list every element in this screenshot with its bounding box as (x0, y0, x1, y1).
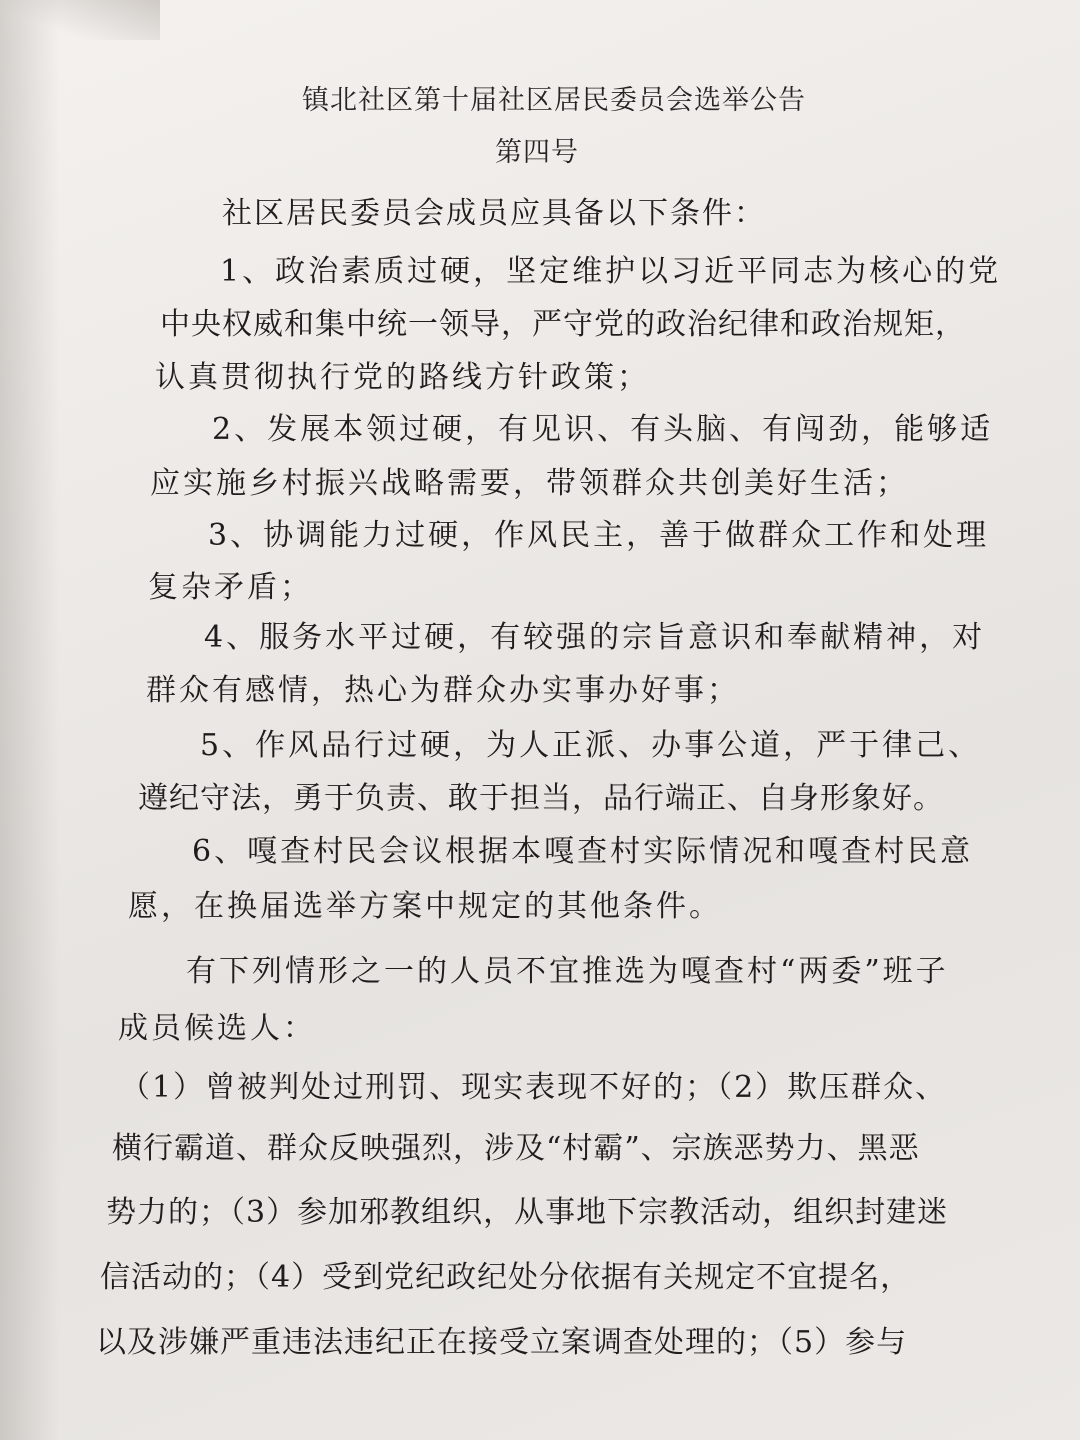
paragraph-line: 5、作风品行过硬，为人正派、办事公道，严于律己、 (200, 728, 982, 763)
paragraph-line: 认真贯彻执行党的路线方针政策； (155, 360, 650, 395)
paragraph-line: 2、发展本领过硬，有见识、有头脑、有闯劲，能够适 (212, 412, 994, 447)
paragraph-line: 群众有感情，热心为群众办实事办好事； (146, 673, 740, 708)
paragraph-line: 1、政治素质过硬，坚定维护以习近平同志为核心的党 (220, 254, 1002, 289)
announcement-title: 镇北社区第十届社区居民委员会选举公告 (302, 85, 806, 116)
paragraph-line: （1）曾被判处过刑罚、现实表现不好的；（2）欺压群众、 (120, 1070, 948, 1105)
paragraph-line: 横行霸道、群众反映强烈，涉及“村霸”、宗族恶势力、黑恶 (112, 1131, 920, 1166)
page-edge-shadow (0, 0, 60, 1440)
paragraph-line: 4、服务水平过硬，有较强的宗旨意识和奉献精神，对 (204, 620, 986, 655)
paragraph-line: 成员候选人： (118, 1011, 316, 1046)
paragraph-line: 遵纪守法，勇于负责、敢于担当，品行端正、自身形象好。 (138, 781, 944, 816)
paragraph-line: 有下列情形之一的人员不宜推选为嘎查村“两委”班子 (186, 954, 949, 989)
paragraph-line: 应实施乡村振兴战略需要，带领群众共创美好生活； (150, 466, 909, 501)
paragraph-line: 3、协调能力过硬，作风民主，善于做群众工作和处理 (208, 518, 990, 553)
paragraph-line: 信活动的；（4）受到党纪政纪处分依据有关规定不宜提名， (100, 1260, 912, 1295)
paragraph-line: 势力的；（3）参加邪教组织，从事地下宗教活动，组织封建迷 (106, 1195, 949, 1230)
paragraph-line: 社区居民委员会成员应具备以下条件： (222, 196, 766, 231)
paragraph-line: 愿，在换届选举方案中规定的其他条件。 (128, 889, 722, 924)
announcement-number: 第四号 (495, 137, 579, 168)
paragraph-line: 以及涉嫌严重违法违纪正在接受立案调查处理的；（5）参与 (96, 1325, 908, 1360)
page-corner-curl (0, 0, 160, 40)
paragraph-line: 复杂矛盾； (148, 570, 313, 605)
paragraph-line: 中央权威和集中统一领导，严守党的政治纪律和政治规矩， (160, 307, 966, 342)
paragraph-line: 6、嘎查村民会议根据本嘎查村实际情况和嘎查村民意 (192, 834, 974, 869)
